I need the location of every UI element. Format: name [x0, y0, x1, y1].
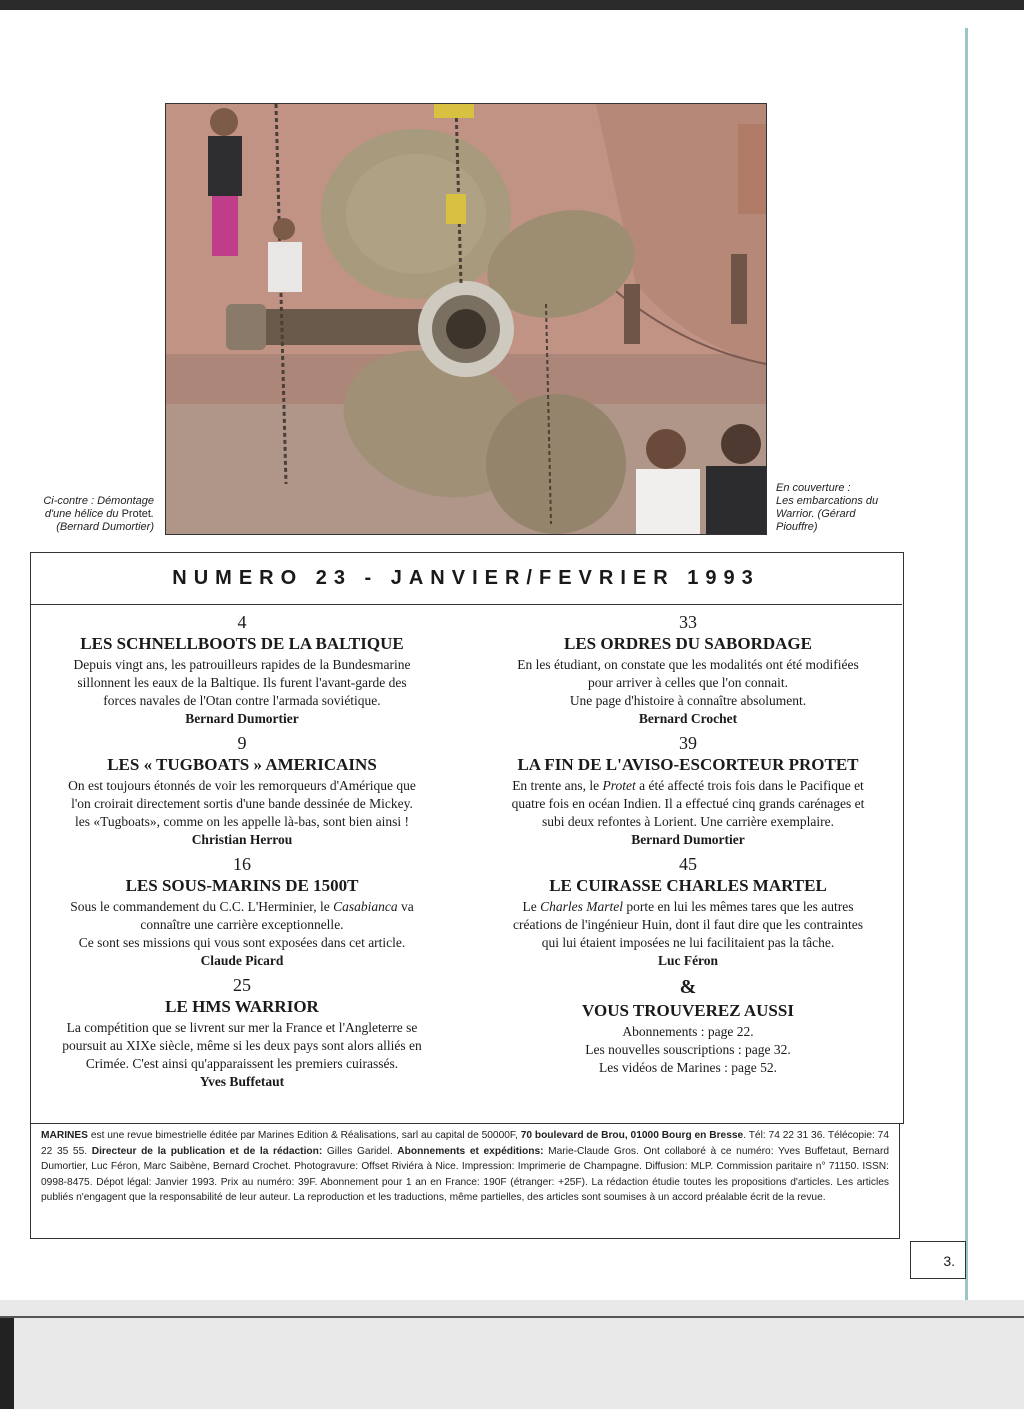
colophon-text: Marie-Claude Gros. Ont collaboré à ce numéro: Yves Buffetaut, Bernard Dumortier, Luc Féron, Marc Saibène, Bernard Crochet. Photogravure: Offset Riviéra à Nice. Impression: Imprimerie de Champagne. Diffusion: MLP. Commission paritaire n° 71150. ISSN: 0998-8475. Dépot légal: Janvier 1993. Prix au numéro: 39F. Abonnement pour 1 an en France: 190F (étranger: +25F). La rédaction étudie toutes les propositions d'articles. Les articles publiés n'engagent que la responsabilité de leur auteur. La reproduction et les traductions, même partielles, des articles sont soumises à un accord préalable écrit de la revue. [41, 1145, 889, 1203]
colophon-subscriptions-label: Abonnements et expéditions: [397, 1145, 544, 1157]
summary-line: En trente ans, le Protet a été affecté trois fois dans le Pacifique et [512, 778, 864, 793]
article-author: Claude Picard [200, 953, 284, 968]
ship-name-italic: Charles Martel [540, 899, 623, 914]
summary-line: connaître une carrière exceptionnelle. [140, 917, 344, 932]
article-title: LES ORDRES DU SABORDAGE [564, 634, 812, 653]
summary-line: subi deux refontes à Lorient. Une carrière exemplaire. [542, 814, 834, 829]
ampersand: & [679, 976, 697, 998]
article-page-number: 4 [237, 612, 247, 632]
caption-left-line2: d'une hélice du Protet. [44, 508, 154, 520]
caption-left-line1: Ci-contre : Démontage [43, 495, 154, 507]
article-page-number: 25 [233, 975, 251, 995]
summary-line: pour arriver à celles que l'on connait. [588, 675, 788, 690]
ship-name-italic: Casabianca [333, 899, 398, 914]
issue-title: NUMERO 23 - JANVIER/FEVRIER 1993 [30, 552, 902, 605]
article-sous-marins[interactable] [32, 854, 452, 969]
article-summary [478, 898, 898, 952]
colophon [30, 1124, 900, 1239]
article-author: Bernard Dumortier [185, 711, 299, 726]
also-items [478, 1023, 898, 1077]
caption-left-line3: (Bernard Dumortier) [56, 521, 154, 533]
summary-line: Une page d'histoire à connaître absolument. [569, 693, 807, 708]
page-edge-top [0, 0, 1024, 10]
summary-line: sillonnent les eaux de la Baltique. Ils furent l'avant-garde des [77, 675, 407, 690]
caption-ship-name: Protet [121, 508, 151, 520]
also-title: VOUS TROUVEREZ AUSSI [582, 1001, 794, 1020]
article-author: Christian Herrou [191, 832, 293, 847]
summary-line: En les étudiant, on constate que les modalités ont été modifiées [517, 657, 859, 672]
article-author: Bernard Dumortier [631, 832, 745, 847]
article-page-number: 33 [679, 612, 697, 632]
article-charles-martel[interactable] [478, 854, 898, 969]
summary-line: Ce sont ses missions qui vous sont exposées dans cet article. [78, 935, 406, 950]
summary-line: Crimée. C'est ainsi qu'apparaissent les premiers cuirassés. [85, 1056, 399, 1071]
page-bottom-corner [0, 1318, 14, 1409]
article-summary [478, 777, 898, 831]
article-page-number: 16 [233, 854, 251, 874]
summary-line: La compétition que se livrent sur mer la France et l'Angleterre se [66, 1020, 418, 1035]
caption-right-line1: En couverture : [776, 482, 851, 494]
also-item[interactable]: Les vidéos de Marines : page 52. [598, 1060, 778, 1075]
also-item[interactable]: Abonnements : page 22. [622, 1024, 754, 1039]
article-summary [32, 656, 452, 710]
colophon-text: est une revue bimestrielle éditée par Marines Edition & Réalisations, sarl au capital de 50000F, [87, 1130, 521, 1141]
colophon-brand: MARINES [41, 1130, 88, 1141]
caption-right-line2: Les embarcations du [776, 495, 879, 507]
article-title: LES SOUS-MARINS DE 1500T [125, 876, 359, 895]
also-section [478, 975, 898, 1077]
colophon-text: . Tél: 74 22 31 36. Télécopie: 74 22 35 55. [41, 1130, 890, 1157]
article-title: LA FIN DE L'AVISO-ESCORTEUR PROTET [517, 755, 859, 774]
article-title: LE CUIRASSE CHARLES MARTEL [549, 876, 827, 895]
colophon-address: 70 boulevard de Brou, 01000 Bourg en Bresse [520, 1130, 744, 1141]
page-number: 3. [910, 1241, 966, 1279]
colophon-text: Gilles Garidel. [322, 1145, 398, 1157]
article-summary [32, 898, 452, 952]
article-sabordage[interactable] [478, 612, 898, 727]
article-title: LE HMS WARRIOR [165, 997, 319, 1016]
summary-line: poursuit au XIXe siècle, même si les deux pays sont alors alliés en [62, 1038, 422, 1053]
article-summary [32, 777, 452, 831]
contents-column-right [478, 612, 898, 1083]
article-page-number: 45 [679, 854, 697, 874]
photo-caption-left [20, 495, 154, 534]
article-tugboats[interactable] [32, 733, 452, 848]
summary-line: Depuis vingt ans, les patrouilleurs rapides de la Bundesmarine [73, 657, 411, 672]
summary-line: Sous le commandement du C.C. L'Herminier, le Casabianca va [70, 899, 414, 914]
page-edge-right [965, 28, 968, 1328]
propeller-photo [165, 103, 767, 535]
summary-line: On est toujours étonnés de voir les remorqueurs d'Amérique que [68, 778, 416, 793]
page-bottom-line [0, 1316, 1024, 1318]
article-author: Luc Féron [657, 953, 719, 968]
article-title: LES « TUGBOATS » AMERICAINS [107, 755, 377, 774]
article-author: Bernard Crochet [638, 711, 738, 726]
article-author: Yves Buffetaut [199, 1074, 285, 1089]
colophon-director-label: Directeur de la publication et de la rédaction: [91, 1145, 323, 1157]
summary-line: forces navales de l'Otan contre l'armada soviétique. [103, 693, 381, 708]
also-item[interactable]: Les nouvelles souscriptions : page 32. [585, 1042, 791, 1057]
caption-right-line3: Warrior. (Gérard [776, 508, 856, 520]
summary-line: quatre fois en océan Indien. Il a effectué cinq grands carénages et [511, 796, 865, 811]
article-protet[interactable] [478, 733, 898, 848]
summary-line: Le Charles Martel porte en lui les mêmes tares que les autres [522, 899, 854, 914]
summary-line: créations de l'ingénieur Huin, dont il faut dire que les contraintes [513, 917, 863, 932]
article-hms-warrior[interactable] [32, 975, 452, 1090]
article-title: LES SCHNELLBOOTS DE LA BALTIQUE [80, 634, 404, 653]
summary-line: qui lui étaient imposées ne lui facilitaient pas la tâche. [541, 935, 835, 950]
article-page-number: 9 [237, 733, 247, 753]
article-page-number: 39 [679, 733, 697, 753]
article-summary [32, 1019, 452, 1073]
summary-line: l'on croirait directement sortis d'une bande dessinée de Mickey. [71, 796, 413, 811]
caption-right-line4: Piouffre) [776, 521, 818, 533]
ship-name-italic: Protet [602, 778, 636, 793]
article-summary [478, 656, 898, 710]
contents-column-left [32, 612, 452, 1096]
summary-line: les «Tugboats», comme on les appelle là-bas, sont bien ainsi ! [75, 814, 409, 829]
photo-caption-right [776, 482, 896, 534]
article-schnellboots[interactable] [32, 612, 452, 727]
